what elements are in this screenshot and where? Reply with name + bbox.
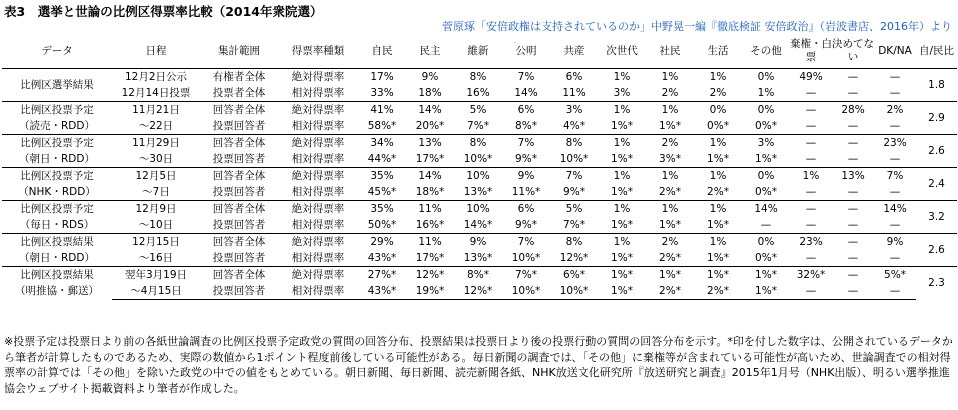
- value-cell: 3%: [613, 87, 631, 99]
- value-cell: 0%: [742, 234, 790, 251]
- ldp-dpj-ratio-cell: 2.6: [916, 135, 957, 168]
- value-cell: —: [889, 252, 901, 264]
- value-cell: —: [889, 87, 901, 99]
- rate-type-cell: 絶対得票率: [278, 168, 358, 185]
- ldp-dpj-ratio-cell: 2.6: [916, 234, 957, 267]
- value-cell: 6%*: [550, 267, 598, 284]
- value-cell: 23%: [790, 234, 832, 251]
- value-cell: —: [805, 153, 817, 165]
- value-cell: 11%*: [511, 186, 541, 198]
- value-cell: 1%: [598, 168, 646, 185]
- table-row: [2, 250, 957, 267]
- scope-cell: 投票者全体: [212, 87, 266, 99]
- header-cell: その他: [742, 34, 790, 69]
- value-cell: 3%: [550, 102, 598, 119]
- header-cell: 維新: [454, 34, 502, 69]
- header-cell: 集計範囲: [200, 34, 278, 69]
- rate-type-cell: 相対得票率: [291, 153, 345, 165]
- value-cell: 9%: [874, 234, 916, 251]
- scope-cell: 投票回答者: [212, 120, 266, 132]
- value-cell: 13%*: [463, 252, 493, 264]
- ldp-dpj-ratio-cell: 3.2: [916, 201, 957, 234]
- header-cell: 日程: [112, 34, 200, 69]
- value-cell: 1%*: [707, 252, 729, 264]
- value-cell: 35%: [358, 201, 406, 218]
- value-cell: 34%: [358, 135, 406, 152]
- value-cell: 10%*: [559, 153, 589, 165]
- value-cell: —: [805, 252, 817, 264]
- value-cell: 2%*: [707, 186, 729, 198]
- header-cell: 共産: [550, 34, 598, 69]
- value-cell: 9%*: [515, 219, 537, 231]
- value-cell: —: [832, 283, 874, 300]
- value-cell: 2%*: [694, 283, 742, 300]
- scope-cell: 投票回答者: [200, 283, 278, 300]
- rate-type-cell: 絶対得票率: [278, 135, 358, 152]
- value-cell: 1%: [598, 234, 646, 251]
- value-cell: 27%*: [358, 267, 406, 284]
- table-row: [2, 151, 957, 168]
- header-cell: 棄権・白票: [790, 34, 832, 69]
- data-source-label-line: 比例区投票予定: [20, 203, 94, 215]
- value-cell: 9%*: [515, 153, 537, 165]
- value-cell: 1%*: [611, 186, 633, 198]
- value-cell: 1%: [598, 102, 646, 119]
- value-cell: 17%: [358, 69, 406, 86]
- value-cell: 1%: [790, 168, 832, 185]
- value-cell: 9%: [406, 69, 454, 86]
- value-cell: 5%: [454, 102, 502, 119]
- rate-type-cell: 相対得票率: [291, 219, 345, 231]
- value-cell: 12%*: [406, 267, 454, 284]
- value-cell: 1%: [646, 201, 694, 218]
- value-cell: 1%*: [598, 267, 646, 284]
- value-cell: 2%: [646, 234, 694, 251]
- value-cell: —: [805, 219, 817, 231]
- value-cell: 3%*: [659, 153, 681, 165]
- value-cell: 0%*: [755, 252, 777, 264]
- value-cell: 1%*: [659, 219, 681, 231]
- value-cell: 0%: [742, 102, 790, 119]
- value-cell: 16%*: [415, 219, 445, 231]
- value-cell: 10%*: [463, 153, 493, 165]
- value-cell: 1%: [646, 102, 694, 119]
- value-cell: 4%*: [563, 120, 585, 132]
- value-cell: 17%*: [415, 153, 445, 165]
- rate-type-cell: 相対得票率: [291, 186, 345, 198]
- data-source-label-line: （朝日・RDD）: [19, 153, 95, 165]
- header-cell: 得票率種類: [278, 34, 358, 69]
- table-row: [2, 135, 957, 152]
- table-row: [2, 283, 957, 300]
- header-cell: データ: [2, 34, 112, 69]
- data-source-label-line: （毎日・RDS）: [19, 219, 95, 231]
- value-cell: 1%*: [611, 153, 633, 165]
- value-cell: 1%*: [611, 219, 633, 231]
- value-cell: 5%*: [874, 267, 916, 284]
- value-cell: 58%*: [367, 120, 397, 132]
- scope-cell: 投票回答者: [212, 252, 266, 264]
- table-row: [2, 118, 957, 135]
- table-title: 表3 選挙と世論の比例区得票率比較（2014年衆院選）: [4, 4, 323, 19]
- value-cell: 19%*: [406, 283, 454, 300]
- ldp-dpj-ratio-cell: 2.3: [916, 267, 957, 300]
- table-row: [2, 69, 957, 86]
- data-source-label: [2, 234, 112, 267]
- header-cell: 生活: [694, 34, 742, 69]
- value-cell: 7%: [874, 168, 916, 185]
- value-cell: 8%: [550, 234, 598, 251]
- value-cell: 9%: [454, 234, 502, 251]
- value-cell: 1%: [646, 168, 694, 185]
- data-source-label: [2, 168, 112, 201]
- value-cell: —: [832, 135, 874, 152]
- value-cell: 14%: [742, 201, 790, 218]
- value-cell: 50%*: [367, 219, 397, 231]
- value-cell: 11%: [562, 87, 586, 99]
- value-cell: 1%: [757, 87, 775, 99]
- value-cell: 2%: [646, 135, 694, 152]
- value-cell: 18%: [418, 87, 442, 99]
- value-cell: —: [832, 267, 874, 284]
- data-source-label-line: （朝日・RDD）: [19, 252, 95, 264]
- data-source-label-line: 比例区投票予定: [20, 170, 94, 182]
- value-cell: 1%: [694, 69, 742, 86]
- header-cell: 民主: [406, 34, 454, 69]
- value-cell: —: [805, 87, 817, 99]
- data-source-label: [2, 69, 112, 102]
- value-cell: —: [790, 201, 832, 218]
- scope-cell: 投票回答者: [212, 153, 266, 165]
- value-cell: —: [889, 120, 901, 132]
- rate-type-cell: 絶対得票率: [278, 234, 358, 251]
- data-source-label-line: 比例区投票予定: [20, 104, 94, 116]
- value-cell: 2%*: [659, 252, 681, 264]
- value-cell: 49%: [790, 69, 832, 86]
- value-cell: 6%: [502, 201, 550, 218]
- value-cell: 18%*: [415, 186, 445, 198]
- scope-cell: 回答者全体: [200, 234, 278, 251]
- value-cell: 1%*: [707, 153, 729, 165]
- table-row: [2, 168, 957, 185]
- table-body: [2, 69, 957, 300]
- rate-type-cell: 相対得票率: [291, 120, 345, 132]
- header-row: [2, 34, 957, 69]
- value-cell: 1%: [598, 69, 646, 86]
- scope-cell: 回答者全体: [200, 135, 278, 152]
- scope-cell: 回答者全体: [200, 267, 278, 284]
- value-cell: 7%: [502, 135, 550, 152]
- value-cell: 0%*: [755, 186, 777, 198]
- table-row: [2, 85, 957, 102]
- value-cell: 1%: [598, 135, 646, 152]
- value-cell: 14%*: [463, 219, 493, 231]
- value-cell: 8%*: [454, 267, 502, 284]
- value-cell: 0%: [742, 69, 790, 86]
- value-cell: 28%: [832, 102, 874, 119]
- value-cell: 1%*: [611, 120, 633, 132]
- value-cell: 2%*: [659, 186, 681, 198]
- schedule-cell: 12月15日: [112, 234, 200, 251]
- value-cell: 14%: [406, 168, 454, 185]
- value-cell: 0%: [742, 168, 790, 185]
- value-cell: 9%: [502, 168, 550, 185]
- value-cell: 10%*: [502, 283, 550, 300]
- value-cell: —: [889, 219, 901, 231]
- header-cell: 次世代: [598, 34, 646, 69]
- value-cell: —: [832, 201, 874, 218]
- value-cell: 7%: [502, 69, 550, 86]
- rate-type-cell: 相対得票率: [291, 252, 345, 264]
- schedule-cell: ～4月15日: [112, 283, 200, 300]
- value-cell: 1%: [694, 234, 742, 251]
- header-cell: 社民: [646, 34, 694, 69]
- value-cell: 23%: [874, 135, 916, 152]
- value-cell: 43%*: [358, 283, 406, 300]
- schedule-cell: ～22日: [138, 120, 174, 132]
- value-cell: 7%*: [563, 219, 585, 231]
- rate-type-cell: 絶対得票率: [278, 102, 358, 119]
- value-cell: 8%: [454, 135, 502, 152]
- value-cell: 1%*: [742, 283, 790, 300]
- value-cell: 1%: [694, 135, 742, 152]
- data-source-label-line: （明推協・郵送）: [15, 285, 99, 298]
- value-cell: —: [847, 153, 859, 165]
- value-cell: 13%*: [463, 186, 493, 198]
- value-cell: 5%: [550, 201, 598, 218]
- value-cell: 7%*: [502, 267, 550, 284]
- value-cell: 1%*: [646, 267, 694, 284]
- value-cell: —: [874, 283, 916, 300]
- value-cell: 8%: [550, 135, 598, 152]
- value-cell: 9%*: [563, 186, 585, 198]
- value-cell: 16%: [466, 87, 490, 99]
- value-cell: 1%: [694, 201, 742, 218]
- value-cell: —: [805, 186, 817, 198]
- table-row: [2, 201, 957, 218]
- value-cell: 1%: [694, 168, 742, 185]
- value-cell: 11%: [406, 201, 454, 218]
- scope-cell: 有権者全体: [200, 69, 278, 86]
- schedule-cell: ～7日: [142, 186, 170, 198]
- data-source-label-line: 比例区投票結果: [20, 236, 94, 248]
- schedule-cell: ～10日: [138, 219, 174, 231]
- value-cell: 7%: [502, 234, 550, 251]
- value-cell: —: [790, 283, 832, 300]
- scope-cell: 回答者全体: [200, 102, 278, 119]
- value-cell: —: [889, 153, 901, 165]
- table-row: [2, 267, 957, 284]
- rate-type-cell: 絶対得票率: [278, 267, 358, 284]
- value-cell: —: [832, 69, 874, 86]
- value-cell: —: [805, 120, 817, 132]
- schedule-cell: 12月2日公示: [112, 69, 200, 86]
- value-cell: —: [847, 120, 859, 132]
- schedule-cell: 12月9日: [112, 201, 200, 218]
- value-cell: 8%: [454, 69, 502, 86]
- value-cell: 10%*: [550, 283, 598, 300]
- scope-cell: 投票回答者: [212, 219, 266, 231]
- vote-share-table: [2, 34, 957, 300]
- ldp-dpj-ratio-cell: 2.9: [916, 102, 957, 135]
- header-cell: 自/民比: [916, 34, 957, 69]
- value-cell: 41%: [358, 102, 406, 119]
- value-cell: 6%: [550, 69, 598, 86]
- value-cell: 7%: [550, 168, 598, 185]
- data-source-label-line: 比例区選挙結果: [20, 79, 94, 91]
- value-cell: 2%: [709, 87, 727, 99]
- header-cell: 決めてない: [832, 34, 874, 69]
- value-cell: 1%*: [659, 120, 681, 132]
- data-source-label-line: （NHK・RDD）: [18, 186, 96, 198]
- data-source-label-line: 比例区投票予定: [20, 137, 94, 149]
- value-cell: —: [832, 234, 874, 251]
- table-row: [2, 184, 957, 201]
- value-cell: 45%*: [367, 186, 397, 198]
- data-source-label-line: 比例区投票結果: [20, 269, 94, 282]
- schedule-cell: 翌年3月19日: [112, 267, 200, 284]
- value-cell: 29%: [358, 234, 406, 251]
- schedule-cell: ～30日: [138, 153, 174, 165]
- value-cell: 12%*: [454, 283, 502, 300]
- value-cell: 1%: [646, 69, 694, 86]
- table-row: [2, 234, 957, 251]
- value-cell: 12%*: [559, 252, 589, 264]
- value-cell: 35%: [358, 168, 406, 185]
- rate-type-cell: 絶対得票率: [278, 69, 358, 86]
- value-cell: —: [847, 186, 859, 198]
- value-cell: 14%: [406, 102, 454, 119]
- value-cell: —: [889, 186, 901, 198]
- value-cell: 10%: [454, 168, 502, 185]
- value-cell: —: [847, 219, 859, 231]
- value-cell: 10%*: [511, 252, 541, 264]
- rate-type-cell: 相対得票率: [278, 283, 358, 300]
- header-cell: 自民: [358, 34, 406, 69]
- value-cell: 10%: [454, 201, 502, 218]
- value-cell: 13%: [406, 135, 454, 152]
- value-cell: 7%*: [467, 120, 489, 132]
- value-cell: 32%*: [790, 267, 832, 284]
- value-cell: 33%: [370, 87, 394, 99]
- schedule-cell: 12月5日: [112, 168, 200, 185]
- schedule-cell: 12月14日投票: [121, 87, 191, 99]
- value-cell: 1%*: [598, 283, 646, 300]
- footnote: ※投票予定は投票日より前の各紙世論調査の比例区投票予定政党の質問の回答分布、投票結果は投票日より後の投票行動の質問の回答分布を示す。*印を付した数字は、公開されているデータから筆者が計算したものであるため、実際の数値から1ポイント程度前後している可能性がある。毎日新聞の調査では、「その他」に棄権等が含まれている可能性が高いため、世論調査での相対得票率の計算では「その他」を除いた政党の中での値をもとめている。朝日新聞、毎日新聞、読売新聞各紙、NHK放送文化研究所『放送研究と調査』2015年1月号（NHK出版）、明るい選挙推進協会ウェブサイト掲載資料より筆者が作成した。: [4, 335, 953, 395]
- value-cell: 2%*: [646, 283, 694, 300]
- value-cell: 3%: [742, 135, 790, 152]
- value-cell: 44%*: [367, 153, 397, 165]
- schedule-cell: ～16日: [138, 252, 174, 264]
- value-cell: 1%: [598, 201, 646, 218]
- value-cell: 14%: [514, 87, 538, 99]
- data-source-label-line: （読売・RDD）: [19, 120, 95, 132]
- value-cell: —: [760, 219, 772, 231]
- value-cell: —: [790, 102, 832, 119]
- value-cell: 43%*: [367, 252, 397, 264]
- value-cell: 11%: [406, 234, 454, 251]
- value-cell: 2%: [874, 102, 916, 119]
- header-cell: 公明: [502, 34, 550, 69]
- value-cell: 8%*: [515, 120, 537, 132]
- value-cell: 2%: [661, 87, 679, 99]
- value-cell: 6%: [502, 102, 550, 119]
- data-source-label: [2, 135, 112, 168]
- value-cell: 14%: [874, 201, 916, 218]
- data-source-label: [2, 102, 112, 135]
- scope-cell: 回答者全体: [200, 201, 278, 218]
- source-citation: 菅原琢「安倍政権は支持されているのか」中野晃一編『徹底検証 安倍政治』（岩波書店、2016年）より: [442, 20, 952, 33]
- data-source-label: [2, 201, 112, 234]
- ldp-dpj-ratio-cell: 1.8: [916, 69, 957, 102]
- value-cell: 0%*: [755, 120, 777, 132]
- header-cell: DK/NA: [874, 34, 916, 69]
- rate-type-cell: 絶対得票率: [278, 201, 358, 218]
- value-cell: —: [874, 69, 916, 86]
- value-cell: 1%*: [694, 267, 742, 284]
- value-cell: 1%*: [611, 252, 633, 264]
- table-row: [2, 102, 957, 119]
- value-cell: 13%: [832, 168, 874, 185]
- scope-cell: 投票回答者: [212, 186, 266, 198]
- value-cell: 1%*: [742, 267, 790, 284]
- rate-type-cell: 相対得票率: [291, 87, 345, 99]
- value-cell: —: [790, 135, 832, 152]
- value-cell: 1%*: [755, 153, 777, 165]
- value-cell: 1%*: [707, 219, 729, 231]
- schedule-cell: 11月21日: [112, 102, 200, 119]
- scope-cell: 回答者全体: [200, 168, 278, 185]
- table-row: [2, 217, 957, 234]
- value-cell: 20%*: [415, 120, 445, 132]
- value-cell: —: [847, 252, 859, 264]
- value-cell: 0%: [694, 102, 742, 119]
- data-source-label: [2, 267, 112, 300]
- ldp-dpj-ratio-cell: 2.4: [916, 168, 957, 201]
- value-cell: 0%*: [707, 120, 729, 132]
- schedule-cell: 11月29日: [112, 135, 200, 152]
- value-cell: 17%*: [415, 252, 445, 264]
- value-cell: —: [847, 87, 859, 99]
